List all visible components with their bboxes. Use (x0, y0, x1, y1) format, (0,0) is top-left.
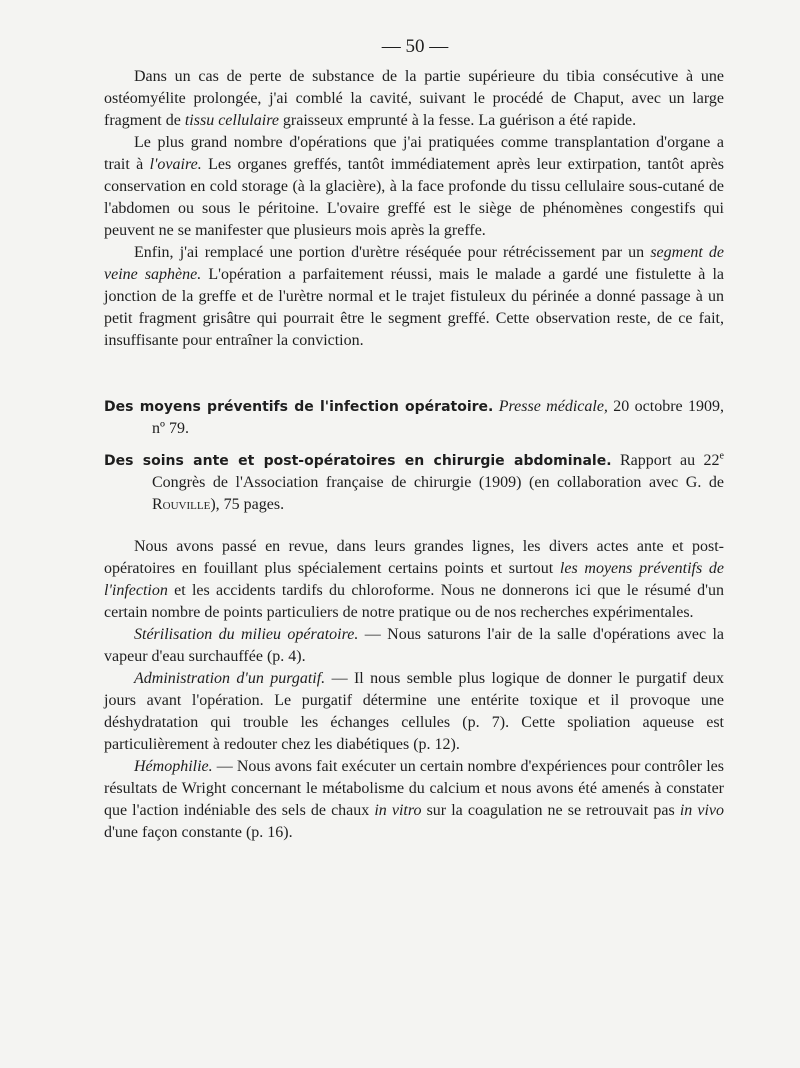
author-name: Rouville (152, 496, 211, 513)
reference-title: Des moyens préventifs de l'infection opératoire. (104, 399, 494, 415)
text: Le plus grand nombre d'opérations que j'ai pratiquées comme transplantation d'organe a trait à (104, 134, 724, 173)
text: Nous avons passé en revue, dans leurs grandes lignes, les divers actes ante et post-opératoires en fouillant plus spécialement certains points et surtout (104, 538, 724, 577)
paragraph-sterilisation (104, 624, 724, 668)
text: ), 75 pages. (210, 496, 285, 513)
italic-heading: Hémophilie. (134, 758, 213, 775)
page-body (104, 66, 724, 844)
paragraph-uretre (104, 242, 724, 352)
italic-term: les moyens préventifs de l'infection (104, 560, 725, 599)
text: Congrès de l'Association française de chirurgie (1909) (en collaboration avec G. de (152, 474, 724, 491)
text: — Il nous semble plus logique de donner le purgatif deux jours avant l'opération. Le purgatif détermine une entérite toxique et il provoque une déshydratation qui trouble les échanges cellules (p. 7). Cette spoliation aqueuse est particulièrement à redouter chez les diabétiques (p. 12). (104, 670, 724, 753)
italic-heading: Stérilisation du milieu opératoire. (134, 626, 359, 643)
text: — Nous saturons l'air de la salle d'opérations avec la vapeur d'eau surchauffée (p. 4). (104, 626, 725, 665)
text: Dans un cas de perte de substance de la partie supérieure du tibia consécutive à une ostéomyélite prolongée, j'ai comblé la cavité, suivant le procédé de Chaput, avec un large fragment de (104, 68, 724, 129)
text: — Nous avons fait exécuter un certain nombre d'expériences pour contrôler les résultats de Wright concernant le métabolisme du calcium et nous avons été amenés à constater que l'action indéniable des sels de chaux (104, 758, 724, 819)
text: graisseux emprunté à la fesse. La guérison a été rapide. (278, 112, 637, 129)
text: L'opération a parfaitement réussi, mais le malade a gardé une fistulette à la jonction de la greffe et de l'urètre normal et le trajet fistuleux du périnée a donné passage à un petit fragment grisâtre qui pourrait être le segment greffé. Cette observation reste, de ce fait, insuffisante pour entraîner la conviction. (104, 266, 724, 349)
text: et les accidents tardifs du chloroforme. Nous ne donnerons ici que le résumé d'un certain nombre de points particuliers de notre pratique ou de nos recherches expérimentales. (104, 582, 724, 621)
italic-term: in vivo (679, 802, 724, 819)
paragraph-tibia (104, 66, 724, 132)
italic-term: segment de veine saphène. (104, 244, 725, 283)
paragraph-revue (104, 536, 724, 624)
text: Enfin, j'ai remplacé une portion d'urètre réséquée pour rétrécissement par un (134, 244, 651, 261)
reference-journal: Presse médicale, (498, 398, 608, 415)
text: d'une façon constante (p. 16). (104, 824, 293, 841)
text: Les organes greffés, tantôt immédiatement après leur extirpation, tantôt après conservation en cold storage (à la glacière), à la face profonde du tissu cellulaire sous-cutané de l'abdomen ou sous le péritoine. L'ovaire greffé est le siège de phénomènes congestifs qui peuvent ne se manifester que plusieurs mois après la greffe. (104, 156, 724, 239)
italic-heading: Administration d'un purgatif. (134, 670, 326, 687)
paragraph-purgatif (104, 668, 724, 756)
italic-term: l'ovaire. (149, 156, 202, 173)
reference-title: Des soins ante et post-opératoires en chirurgie abdominale. (104, 453, 612, 469)
text: Rapport au 22 (611, 452, 720, 469)
reference-soins-ante-post (104, 450, 724, 516)
paragraph-hemophilie (104, 756, 724, 844)
text: sur la coagulation ne se retrouvait pas (421, 802, 680, 819)
page-number: — 50 — (381, 36, 449, 57)
italic-term: tissu cellulaire (184, 112, 279, 129)
paragraph-ovaire (104, 132, 724, 242)
superscript: e (719, 450, 724, 462)
italic-term: in vitro (374, 802, 422, 819)
reference-details: 20 octobre 1909, nº 79. (152, 398, 725, 437)
reference-moyens-preventifs (104, 396, 724, 440)
